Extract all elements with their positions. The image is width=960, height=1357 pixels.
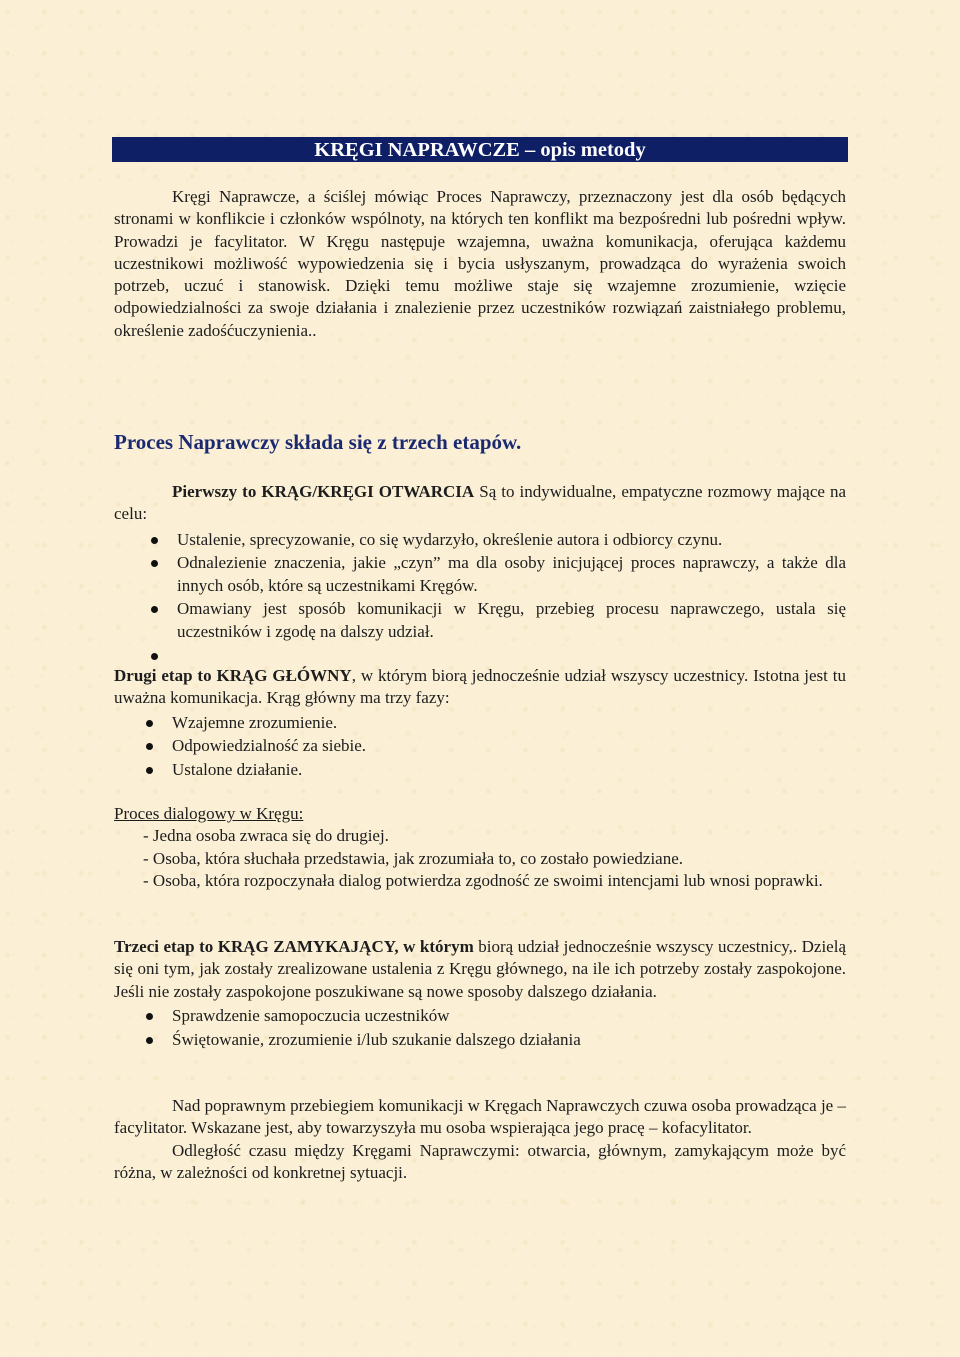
bullet-icon — [151, 606, 158, 613]
stage1-lead-rest: Są to indywidualne, empatyczne rozmowy mające na celu: — [114, 482, 846, 524]
bullet-icon — [146, 720, 153, 727]
closing-section — [114, 1095, 846, 1184]
stage2-lead-rest: , w którym biorą jednocześnie udział wszyscy uczestnicy. Istotna jest tu uważna komunikacja. Krąg główny ma trzy fazy: — [114, 666, 846, 708]
closing-paragraph: Odległość czasu między Kręgami Naprawczymi: otwarcia, głównym, zamykającym może być różna, w zależności od konkretnej sytuacji. — [114, 1140, 846, 1182]
bullet-icon — [146, 767, 153, 774]
list-item: Omawiany jest sposób komunikacji w Kręgu, przebieg procesu naprawczego, ustala się uczestników i zgodę na dalszy udział. — [119, 598, 846, 643]
bullet-icon — [146, 1013, 153, 1020]
dialog-section — [114, 803, 846, 892]
list-item: Świętowanie, zrozumienie i/lub szukanie dalszego działania — [114, 1029, 846, 1051]
stage1-lead-bold: Pierwszy to KRĄG/KRĘGI OTWARCIA — [172, 482, 475, 501]
closing-paragraph: Nad poprawnym przebiegiem komunikacji w Kręgach Naprawczych czuwa osoba prowadząca je – facylitator. Wskazane jest, aby towarzyszyła mu osoba wspierająca jego pracę – kofacylitator. — [114, 1096, 846, 1138]
stage3-list — [114, 1005, 846, 1051]
stage3-lead-bold: Trzeci etap to KRĄG ZAMYKAJĄCY, w którym — [114, 937, 474, 956]
bullet-icon — [151, 653, 158, 660]
stage2-section — [114, 665, 846, 783]
stages-heading: Proces Naprawczy składa się z trzech etapów. — [114, 430, 522, 454]
stage2-lead — [114, 665, 846, 710]
dialog-line: - Osoba, która słuchała przedstawia, jak zrozumiała to, co zostało powiedziane. — [143, 848, 684, 868]
list-item-empty — [119, 645, 846, 665]
bullet-icon — [151, 560, 158, 567]
list-item: Sprawdzenie samopoczucia uczestników — [114, 1005, 846, 1027]
stage3-section — [114, 936, 846, 1052]
list-item: Odpowiedzialność za siebie. — [114, 735, 846, 757]
stage3-lead-rest: biorą udział jednocześnie wszyscy uczestnicy,. Dzielą się oni tym, jak zostały zrealizowane ustalenia z Kręgu głównego, na ile ich potrzeby zostały zaspokojone. Jeśli nie zostały zaspokojone poszukiwane są nowe sposoby dalszego działania. — [114, 937, 846, 1001]
stage1-lead — [114, 481, 846, 526]
list-item: Wzajemne zrozumienie. — [114, 712, 846, 734]
bullet-icon — [146, 743, 153, 750]
stage3-lead — [114, 936, 846, 1003]
stage2-lead-bold: Drugi etap to KRĄG GŁÓWNY — [114, 666, 352, 685]
dialog-heading: Proces dialogowy w Kręgu: — [114, 804, 304, 823]
dialog-line: - Jedna osoba zwraca się do drugiej. — [143, 826, 389, 846]
dialog-line: - Osoba, która rozpoczynała dialog potwierdza zgodność ze swoimi intencjami lub wnosi poprawki. — [143, 870, 823, 890]
intro-paragraph: Kręgi Naprawcze, a ściślej mówiąc Proces Naprawczy, przeznaczony jest dla osób będących stronami w konflikcie i członków wspólnoty, na których ten konflikt ma bezpośredni lub pośredni wpływ. Prowadzi je facylitator. W Kręgu następuje wzajemna, uważna komunikacja, oferująca każdemu uczestnikowi możliwość wypowiedzenia się i bycia usłyszanym, prowadząca do wyrażenia swoich potrzeb, uczuć i stanowisk. Dzięki temu możliwe staje się wzajemne zrozumienie, wzięcie odpowiedzialności za swoje działania i znalezienie przez uczestników rozwiązań zaistniałego problemu, określenie zadośćuczynienia.. — [114, 187, 846, 340]
list-item: Ustalenie, sprecyzowanie, co się wydarzyło, określenie autora i odbiorcy czynu. — [119, 529, 846, 551]
bullet-icon — [151, 537, 158, 544]
bullet-icon — [146, 1037, 153, 1044]
stage2-list — [114, 712, 846, 782]
list-item: Odnalezienie znaczenia, jakie „czyn” ma dla osoby inicjującej proces naprawczy, a także dla innych osób, które są uczestnikami Kręgów. — [119, 552, 846, 597]
page-title: KRĘGI NAPRAWCZE – opis metody — [112, 137, 848, 162]
stage1-section — [114, 481, 846, 666]
list-item: Ustalone działanie. — [114, 759, 846, 781]
stage1-list — [114, 529, 846, 665]
